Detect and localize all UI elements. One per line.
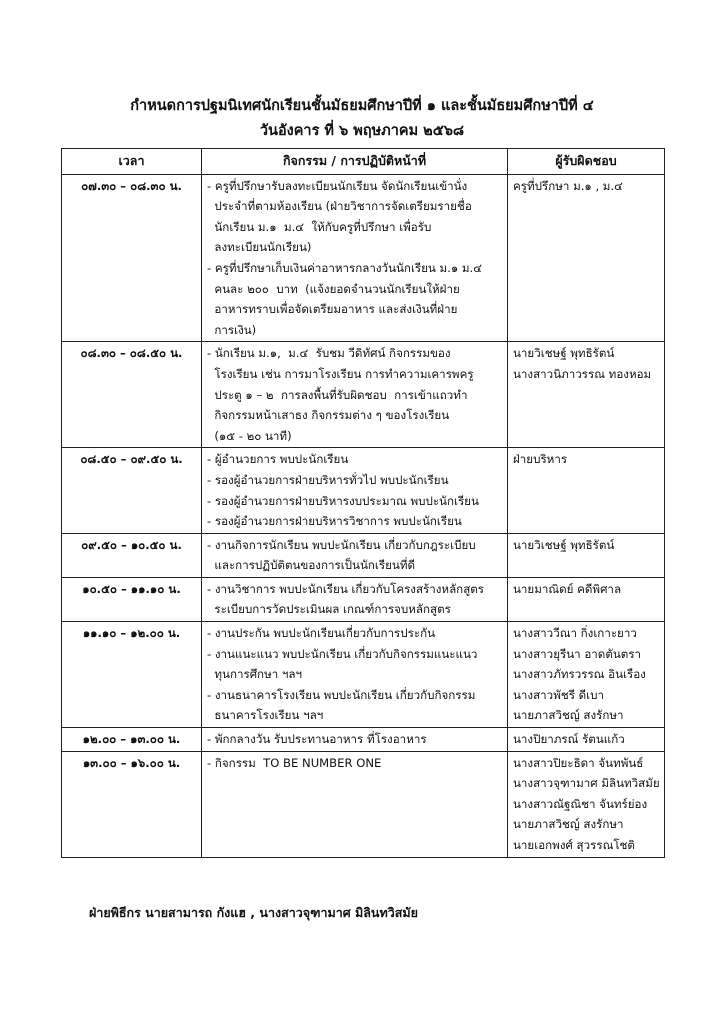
activity-line: และการปฏิบัติตนของการเป็นนักเรียนที่ดี bbox=[207, 558, 415, 573]
responsible-name: ครูที่ปรึกษา ม.๑ , ม.๔ bbox=[513, 178, 623, 193]
activity-cell bbox=[202, 342, 508, 448]
activity-line: ประตู ๑ – ๒ การลงพื้นที่รับผิดชอบ การเข้าแถวทำ bbox=[207, 387, 468, 402]
document-date: วันอังคาร ที่ ๖ พฤษภาคม ๒๕๖๘ bbox=[259, 123, 465, 139]
responsible-cell bbox=[508, 751, 665, 857]
table-row bbox=[62, 174, 665, 342]
responsible-cell bbox=[508, 622, 665, 728]
table-row bbox=[62, 448, 665, 533]
activity-line: อาหารทราบเพื่อจัดเตรียมอาหาร และส่งเงินที่ฝ่าย bbox=[207, 302, 458, 317]
activity-line: - นักเรียน ม.๑, ม.๔ รับชม วีดิทัศน์ กิจกรรมของ bbox=[207, 346, 451, 361]
column-header-responsible: ผู้รับผิดชอบ bbox=[508, 149, 665, 175]
document-title: กำหนดการปฐมนิเทศนักเรียนชั้นมัธยมศึกษาปีที่ ๑ และชั้นมัธยมศึกษาปีที่ ๔ bbox=[130, 98, 594, 114]
responsible-name: นางสาวยุรีนา อาดตันตรา bbox=[513, 646, 642, 661]
activity-line: ระเบียบการวัดประเมินผล เกณฑ์การจบหลักสูตร bbox=[207, 602, 451, 617]
activity-line: - ครูที่ปรึกษารับลงทะเบียนนักเรียน จัดนักเรียนเข้านั่ง bbox=[207, 178, 468, 193]
table-row bbox=[62, 728, 665, 752]
responsible-cell bbox=[508, 577, 665, 621]
activity-line: (๑๕ - ๒๐ นาที) bbox=[207, 428, 292, 443]
activity-line: - ครูที่ปรึกษาเก็บเงินค่าอาหารกลางวันนักเรียน ม.๑ ม.๔ bbox=[207, 260, 483, 275]
responsible-name: นางสาวปิยะธิดา จันทพันธ์ bbox=[513, 755, 644, 770]
time-cell: ๑๑.๑๐ – ๑๒.๐๐ น. bbox=[62, 622, 202, 728]
responsible-name: นางสาวภัทรวรรณ อินเรือง bbox=[513, 667, 646, 682]
responsible-name: นางสาววีณา กิ่งเกาะยาว bbox=[513, 626, 637, 641]
activity-line: กิจกรรมหน้าเสาธง กิจกรรมต่าง ๆ ของโรงเรียน bbox=[207, 408, 450, 423]
activity-line: - งานธนาคารโรงเรียน พบปะนักเรียน เกี่ยวกับกิจกรรม bbox=[207, 687, 476, 702]
activity-line: - พักกลางวัน รับประทานอาหาร ที่โรงอาหาร bbox=[207, 732, 427, 747]
responsible-cell bbox=[508, 342, 665, 448]
responsible-name: นางสาวพัชรี ดีเบา bbox=[513, 687, 604, 702]
activity-line: ธนาคารโรงเรียน ฯลฯ bbox=[207, 708, 324, 723]
activity-line: โรงเรียน เช่น การมาโรงเรียน การทำความเคารพครู bbox=[207, 366, 474, 381]
activity-line: - ผู้อำนวยการ พบปะนักเรียน bbox=[207, 452, 349, 467]
activity-line: การเงิน) bbox=[207, 322, 257, 337]
responsible-name: นางปิยาภรณ์ รัตนแก้ว bbox=[513, 732, 625, 747]
table-header-row bbox=[62, 149, 665, 175]
activity-line: ทุนการศึกษา ฯลฯ bbox=[207, 667, 303, 682]
table-row bbox=[62, 342, 665, 448]
responsible-name: นายภาสวิชญ์ สงรักษา bbox=[513, 817, 624, 832]
activity-line: คนละ ๒๐๐ บาท (แจ้งยอดจำนวนนักเรียนให้ฝ่าย bbox=[207, 281, 460, 296]
activity-line: ประจำที่ตามห้องเรียน (ฝ่ายวิชาการจัดเตรียมรายชื่อ bbox=[207, 199, 472, 214]
activity-cell bbox=[202, 448, 508, 533]
responsible-cell bbox=[508, 174, 665, 342]
table-row bbox=[62, 533, 665, 577]
activity-line: - กิจกรรม TO BE NUMBER ONE bbox=[207, 755, 382, 770]
responsible-name: นายวิเชษฐ์ พุทธิรัตน์ bbox=[513, 537, 615, 552]
schedule-table bbox=[61, 148, 665, 858]
activity-line: - งานวิชาการ พบปะนักเรียน เกี่ยวกับโครงสร้างหลักสูตร bbox=[207, 581, 485, 596]
activity-cell bbox=[202, 174, 508, 342]
activity-cell bbox=[202, 577, 508, 621]
activity-cell bbox=[202, 751, 508, 857]
time-cell: ๐๗.๓๐ – ๐๘.๓๐ น. bbox=[62, 174, 202, 342]
responsible-name: นายวิเชษฐ์ พุทธิรัตน์ bbox=[513, 346, 615, 361]
footer-mc-line: ฝ่ายพิธีกร นายสามารถ กังแฮ , นางสาวจุฑามาศ มิลินทวิสมัย bbox=[89, 905, 418, 920]
time-cell: ๑๓.๐๐ – ๑๖.๐๐ น. bbox=[62, 751, 202, 857]
activity-line: - งานกิจการนักเรียน พบปะนักเรียน เกี่ยวกับกฎระเบียบ bbox=[207, 537, 476, 552]
responsible-name: นายมาณิดย์ คดีพิศาล bbox=[513, 581, 622, 596]
time-cell: ๑๐.๕๐ – ๑๑.๑๐ น. bbox=[62, 577, 202, 621]
activity-line: ลงทะเบียนนักเรียน) bbox=[207, 240, 312, 255]
time-cell: ๐๘.๕๐ – ๐๙.๕๐ น. bbox=[62, 448, 202, 533]
activity-cell bbox=[202, 728, 508, 752]
responsible-cell bbox=[508, 728, 665, 752]
activity-line: - งานประกัน พบปะนักเรียนเกี่ยวกับการประกัน bbox=[207, 626, 436, 641]
responsible-name: นางสาวนิภาวรรณ ทองหอม bbox=[513, 366, 652, 381]
activity-line: - รองผู้อำนวยการฝ่ายบริหารงบประมาณ พบปะนักเรียน bbox=[207, 493, 479, 508]
activity-line: - งานแนะแนว พบปะนักเรียน เกี่ยวกับกิจกรรมแนะแนว bbox=[207, 646, 478, 661]
responsible-name: นายภาสวิชญ์ สงรักษา bbox=[513, 708, 624, 723]
responsible-cell bbox=[508, 533, 665, 577]
schedule-body bbox=[62, 174, 665, 857]
responsible-name: ฝ่ายบริหาร bbox=[513, 452, 568, 467]
responsible-name: นางสาวณัฐณิชา จันทร์ย่อง bbox=[513, 796, 648, 811]
time-cell: ๑๒.๐๐ – ๑๓.๐๐ น. bbox=[62, 728, 202, 752]
time-cell: ๐๙.๕๐ – ๑๐.๕๐ น. bbox=[62, 533, 202, 577]
activity-line: - รองผู้อำนวยการฝ่ายบริหารวิชาการ พบปะนักเรียน bbox=[207, 514, 462, 529]
column-header-time: เวลา bbox=[62, 149, 202, 175]
activity-line: - รองผู้อำนวยการฝ่ายบริหารทั่วไป พบปะนักเรียน bbox=[207, 472, 449, 487]
table-row bbox=[62, 622, 665, 728]
table-row bbox=[62, 751, 665, 857]
table-row bbox=[62, 577, 665, 621]
responsible-name: นายเอกพงศ์ สุวรรณโชติ bbox=[513, 838, 635, 852]
activity-line: นักเรียน ม.๑ ม.๔ ให้กับครูที่ปรึกษา เพื่อรับ bbox=[207, 219, 432, 234]
responsible-cell bbox=[508, 448, 665, 533]
responsible-name: นางสาวจุฑามาศ มิลินทวิสมัย bbox=[513, 776, 660, 791]
time-cell: ๐๘.๓๐ – ๐๘.๕๐ น. bbox=[62, 342, 202, 448]
activity-cell bbox=[202, 622, 508, 728]
column-header-activity: กิจกรรม / การปฏิบัติหน้าที่ bbox=[202, 149, 508, 175]
activity-cell bbox=[202, 533, 508, 577]
